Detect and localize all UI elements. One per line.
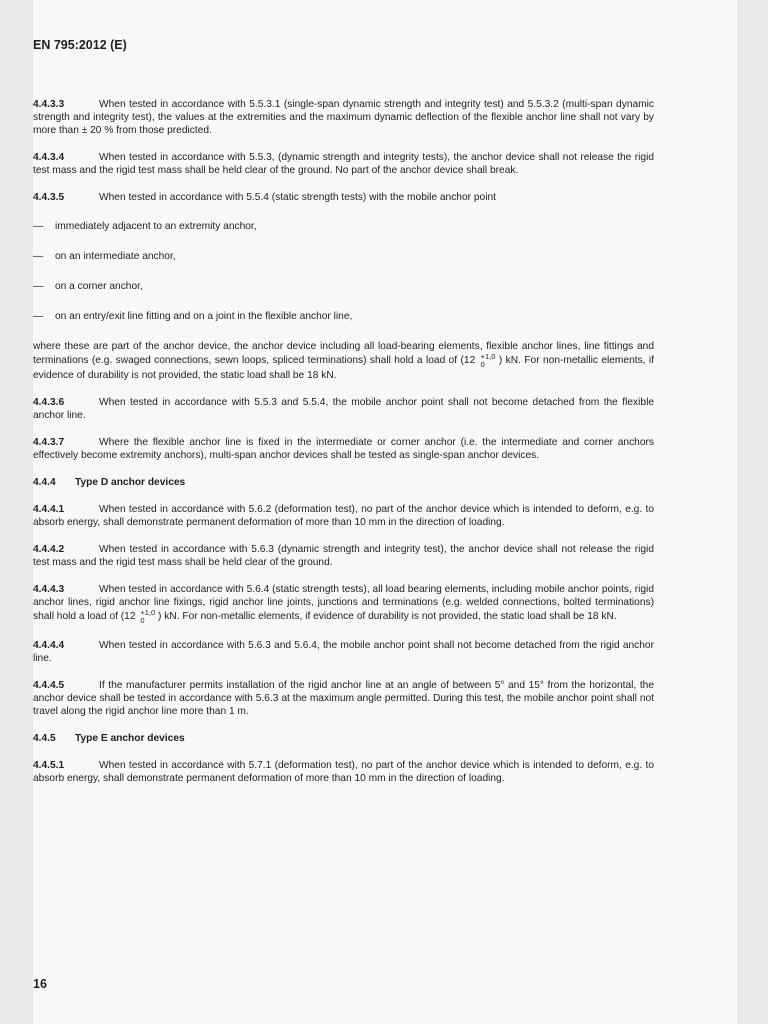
page-number: 16 — [33, 977, 47, 991]
document-header: EN 795:2012 (E) — [33, 38, 127, 52]
section-title: Type D anchor devices — [75, 477, 186, 488]
list-item — [33, 220, 654, 233]
clause-text: where these are part of the anchor device, the anchor device including all load-bearing elements, flexible anchor lines, line fittings and terminations (e.g. swaged connections, sewn loops, spliced terminations) shall hold a load of (12 — [33, 341, 654, 366]
clause-number: 4.4.3.7 — [33, 437, 65, 448]
tolerance-lower: 0 — [480, 360, 485, 369]
clause-4-4-3-5-continuation — [33, 340, 654, 382]
clause-4-4-4-3 — [33, 583, 654, 625]
clause-number: 4.4.4.1 — [33, 504, 65, 515]
dash-marker: — — [33, 311, 44, 322]
clause-number: 4.4.3.3 — [33, 99, 65, 110]
list-item-text: on a corner anchor, — [55, 281, 143, 292]
clause-text: When tested in accordance with 5.7.1 (deformation test), no part of the anchor device which is intended to deform, e.g. to absorb energy, shall demonstrate permanent deformation of more than 10 mm in the direction of loading. — [33, 760, 654, 784]
list-item-text: on an entry/exit line fitting and on a joint in the flexible anchor line, — [55, 311, 353, 322]
clause-text: ) kN. For non-metallic elements, if evidence of durability is not provided, the static load shall be 18 kN. — [158, 611, 617, 622]
section-heading-4-4-4 — [33, 476, 654, 489]
tolerance-upper: +1,0 — [140, 608, 156, 617]
tolerance — [481, 353, 496, 369]
section-title: Type E anchor devices — [75, 733, 185, 744]
clause-4-4-4-2 — [33, 543, 654, 569]
clause-number: 4.4.3.6 — [33, 397, 65, 408]
clause-4-4-4-1 — [33, 503, 654, 529]
clause-text: When tested in accordance with 5.6.2 (deformation test), no part of the anchor device which is intended to deform, e.g. to absorb energy, shall demonstrate permanent deformation of more than 10 mm in the direction of loading. — [33, 504, 654, 528]
clause-4-4-5-1 — [33, 759, 654, 785]
clause-text: When tested in accordance with 5.5.4 (static strength tests) with the mobile anchor point — [99, 192, 496, 203]
clause-text: When tested in accordance with 5.5.3.1 (single-span dynamic strength and integrity test) and 5.5.3.2 (multi-span dynamic strength and integrity test), the values at the extremities and the maximum dynamic deflection of the flexible anchor line shall not vary by more than ± 20 % from those predicted. — [33, 99, 654, 136]
clause-number: 4.4.4.3 — [33, 584, 65, 595]
document-body — [33, 98, 654, 799]
clause-4-4-4-4 — [33, 639, 654, 665]
clause-number: 4.4.3.5 — [33, 192, 65, 203]
clause-text: Where the flexible anchor line is fixed in the intermediate or corner anchor (i.e. the intermediate and corner anchors effectively become extremity anchors), multi-span anchor devices shall be tested as single-span anchor devices. — [33, 437, 654, 461]
clause-text: When tested in accordance with 5.6.3 and 5.6.4, the mobile anchor point shall not become detached from the rigid anchor line. — [33, 640, 654, 664]
dash-marker: — — [33, 221, 44, 232]
clause-4-4-3-3 — [33, 98, 654, 137]
clause-text: When tested in accordance with 5.6.4 (static strength tests), all load bearing elements, including mobile anchor points, rigid anchor lines, rigid anchor line fixings, rigid anchor line joints, junctions and terminations (e.g. welded connections, bolted terminations) shall hold a load of (12 — [33, 584, 654, 622]
clause-text: If the manufacturer permits installation of the rigid anchor line at an angle of between 5° and 15° from the horizontal, the anchor device shall be tested in accordance with 5.6.3 at the maximum angle permitted. During this test, the mobile anchor point shall not travel along the rigid anchor line more than 1 m. — [33, 680, 654, 717]
list-item — [33, 250, 654, 263]
clause-number: 4.4.5.1 — [33, 760, 65, 771]
clause-text: When tested in accordance with 5.6.3 (dynamic strength and integrity test), the anchor device shall not release the rigid test mass and the rigid test mass shall be held clear of the ground. — [33, 544, 654, 568]
tolerance-lower: 0 — [140, 616, 145, 625]
clause-number: 4.4.4.4 — [33, 640, 65, 651]
clause-4-4-3-5 — [33, 191, 654, 204]
clause-number: 4.4.4.2 — [33, 544, 65, 555]
section-number: 4.4.4 — [33, 477, 56, 488]
dash-marker: — — [33, 251, 44, 262]
clause-number: 4.4.3.4 — [33, 152, 65, 163]
list-item-text: immediately adjacent to an extremity anchor, — [55, 221, 257, 232]
section-number: 4.4.5 — [33, 733, 56, 744]
clause-text: ) kN. For non-metallic elements, if evidence of durability is not provided, the static load shall be 18 kN. — [33, 355, 654, 381]
clause-number: 4.4.4.5 — [33, 680, 65, 691]
tolerance — [140, 609, 155, 625]
clause-text: When tested in accordance with 5.5.3, (dynamic strength and integrity tests), the anchor device shall not release the rigid test mass and the rigid test mass shall be held clear of the ground. No part of the anchor device shall break. — [33, 152, 654, 176]
list-item — [33, 310, 654, 323]
list-item — [33, 280, 654, 293]
dash-marker: — — [33, 281, 44, 292]
clause-4-4-3-4 — [33, 151, 654, 177]
clause-4-4-4-5 — [33, 679, 654, 718]
clause-4-4-3-6 — [33, 396, 654, 422]
clause-4-4-3-7 — [33, 436, 654, 462]
tolerance-upper: +1,0 — [480, 352, 496, 361]
section-heading-4-4-5 — [33, 732, 654, 745]
clause-text: When tested in accordance with 5.5.3 and 5.5.4, the mobile anchor point shall not become detached from the flexible anchor line. — [33, 397, 654, 421]
list-item-text: on an intermediate anchor, — [55, 251, 176, 262]
